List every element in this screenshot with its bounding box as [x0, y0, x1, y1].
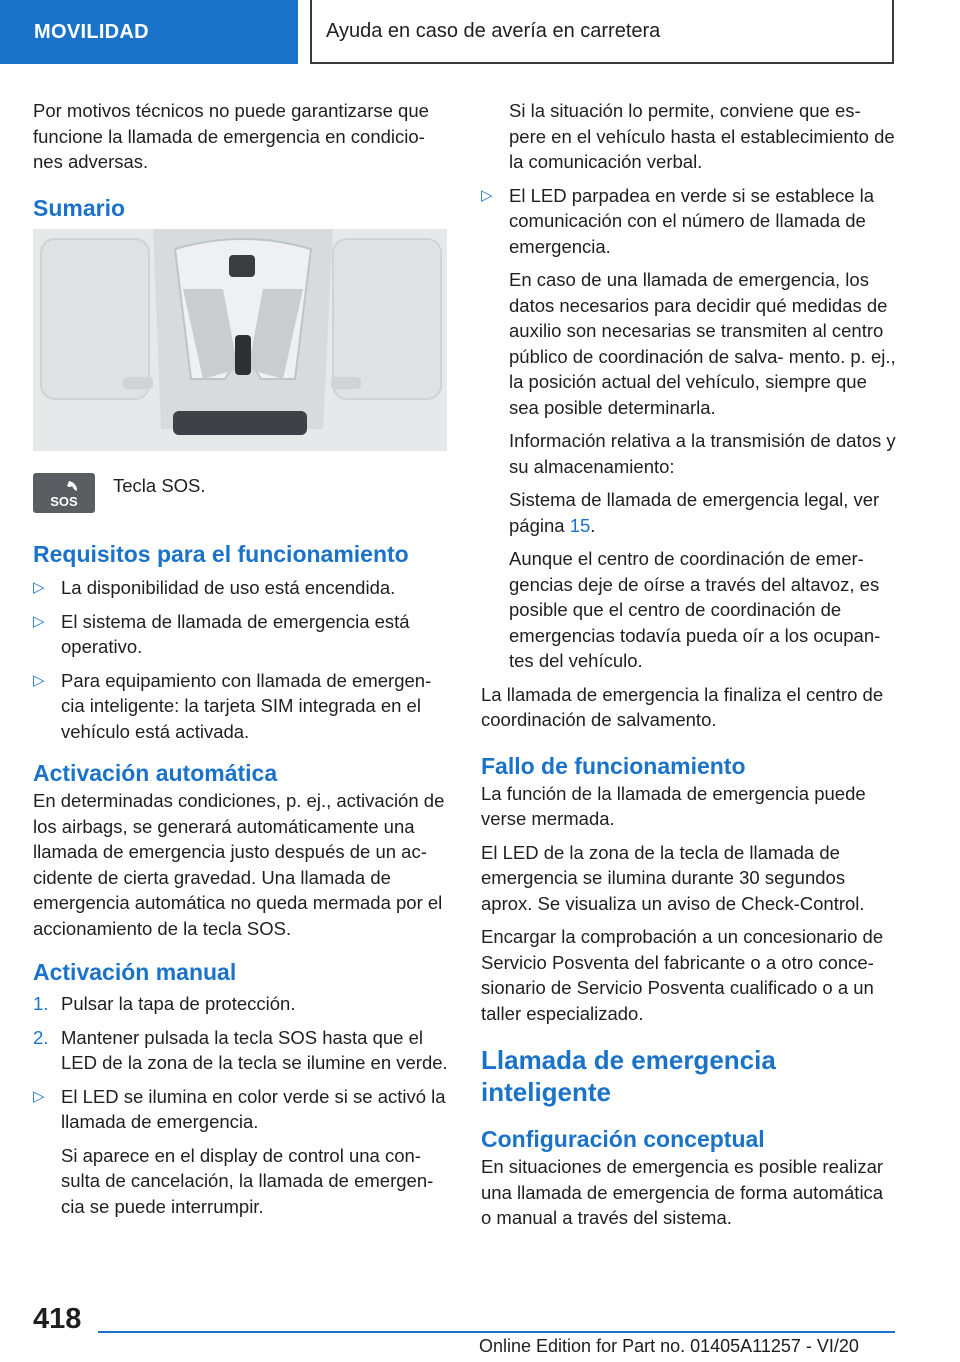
- sos-caption: Tecla SOS.: [113, 475, 206, 496]
- left-column: [33, 98, 451, 1227]
- footer-divider: [98, 1331, 895, 1333]
- edition-text: Online Edition for Part no. 01405A11257 - VI/20: [479, 1336, 859, 1356]
- section-tab: MOVILIDAD: [0, 0, 298, 64]
- heading-sumario: Sumario: [33, 194, 126, 221]
- heading-fallo: Fallo de funcionamiento: [481, 752, 746, 779]
- right-column: [481, 98, 897, 1239]
- sos-key-icon: [33, 473, 95, 513]
- config-paragraph: En situaciones de emergencia es posible realizar una llamada de emergencia de forma automática o manual a través del sistema.: [481, 1156, 884, 1228]
- heading-requisitos: Requisitos para el funcionamiento: [33, 541, 409, 567]
- cancel-paragraph: Si aparece en el display de control una con‐ sulta de cancelación, la llamada de emergen‐ cia se puede interrumpir.: [61, 1144, 434, 1217]
- list-item: ▷ El LED se ilumina en color verde si se activó la llamada de emergencia.: [33, 1085, 446, 1132]
- step-item: 1. Pulsar la tapa de protección.: [33, 993, 296, 1014]
- intro-paragraph: Por motivos técnicos no puede garantizarse que funcione la llamada de emergencia en condicio‐ nes adversas.: [33, 100, 429, 172]
- heading-configuracion: Configuración conceptual: [481, 1126, 765, 1152]
- page-link[interactable]: 15: [569, 514, 591, 536]
- wait-paragraph: Si la situación lo permite, conviene que es‐ pere en el vehículo hasta el establecimiento de la comunicación verbal.: [509, 100, 895, 172]
- page-number: 418: [33, 1303, 82, 1335]
- list-item: ▷ Para equipamiento con llamada de emergen‐ cia inteligente: la tarjeta SIM integrada en el vehículo está activada.: [33, 669, 432, 742]
- speaker-paragraph: Aunque el centro de coordinación de emer‐ gencias deje de oírse a través del altavoz, es posible que el centro de coordinación de emergencias todavía pueda oír a los ocupan‐ tes del vehículo.: [509, 548, 881, 671]
- svg-text:SOS: SOS: [50, 494, 78, 509]
- info-paragraph: Información relativa a la transmisión de datos y su almacenamiento:: [509, 430, 896, 477]
- legal-paragraph: Sistema de llamada de emergencia legal, ver página 15.: [509, 489, 880, 536]
- overhead-console-image: [33, 229, 447, 451]
- auto-paragraph: En determinadas condiciones, p. ej., activación de los airbags, se generará automáticamente una llamada de emergencia justo después de un ac‐ cidente de cierta gravedad. Una llamada de emergencia automática no queda mermada por el accionamiento de la tecla SOS.: [33, 790, 445, 939]
- list-item: ▷ La disponibilidad de uso está encendida.: [33, 577, 396, 598]
- end-paragraph: La llamada de emergencia la finaliza el centro de coordinación de salvamento.: [481, 683, 884, 730]
- heading-llamada-inteligente: Llamada de emergencia inteligente: [481, 1045, 776, 1107]
- data-paragraph: En caso de una llamada de emergencia, los datos necesarios para decidir qué medidas de auxilio son necesarias se transmiten al centro público de coordinación de salva‐ mento. p. ej., la posición actual del vehículo, siempre que sea posible determinarla.: [509, 269, 896, 418]
- heading-activacion-manual: Activación manual: [33, 959, 237, 985]
- fallo-paragraph-1: La función de la llamada de emergencia puede verse mermada.: [481, 782, 866, 829]
- list-item: ▷ El sistema de llamada de emergencia está operativo.: [33, 610, 410, 657]
- heading-activacion-automatica: Activación automática: [33, 760, 278, 786]
- step-item: 2. Mantener pulsada la tecla SOS hasta que el LED de la zona de la tecla se ilumine en verde.: [33, 1026, 448, 1073]
- chapter-title: Ayuda en caso de avería en carretera: [310, 0, 894, 64]
- list-item: ▷ El LED parpadea en verde si se establece la comunicación con el número de llamada de emergencia.: [481, 184, 875, 257]
- fallo-paragraph-3: Encargar la comprobación a un concesionario de Servicio Posventa del fabricante o a otro conce‐ sionario de Servicio Posventa cualificado o a un taller especializado.: [481, 926, 884, 1024]
- fallo-paragraph-2: El LED de la zona de la tecla de llamada de emergencia se ilumina durante 30 segundos aprox. Se visualiza un aviso de Check-Control.: [481, 841, 865, 914]
